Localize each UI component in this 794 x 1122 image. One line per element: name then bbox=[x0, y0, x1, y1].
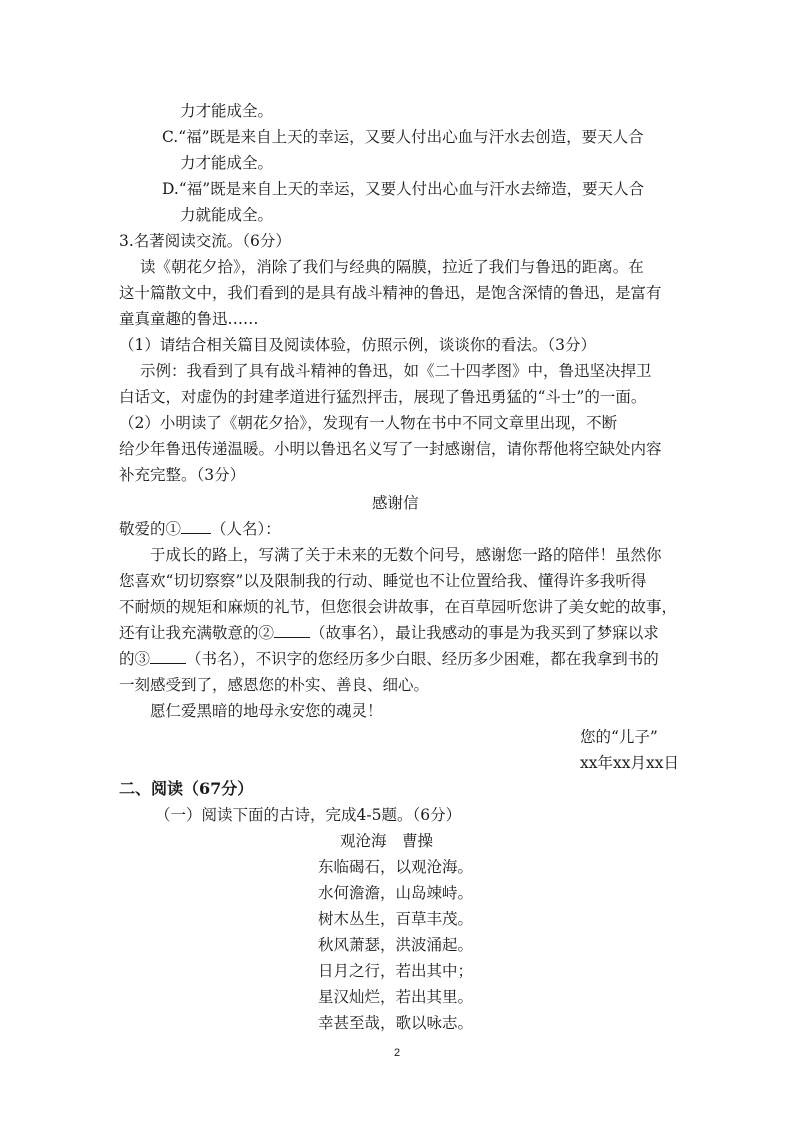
intro-paragraph-line-2: 这十篇散文中，我们看到的是具有战斗精神的鲁迅，是饱含深情的鲁迅，是富有 bbox=[119, 284, 662, 302]
answer-blank-1[interactable] bbox=[181, 517, 211, 534]
poem-title: 观沧海 曹操 bbox=[340, 832, 434, 850]
option-c-continuation: 力才能成全。 bbox=[180, 154, 274, 172]
letter-greeting bbox=[119, 516, 281, 542]
letter-line-4-text-a: 还有让我充满敬意的② bbox=[119, 624, 275, 642]
poem-line: 幸甚至哉，歌以咏志。 bbox=[318, 1014, 474, 1032]
greeting-text: 敬爱的① bbox=[119, 520, 182, 538]
letter-line-4 bbox=[119, 620, 659, 646]
option-c: C.“福”既是来自上天的幸运，又要人付出心血与汗水去创造，要天人合 bbox=[162, 128, 644, 146]
section-2-heading: 二、阅读（67分） bbox=[119, 779, 254, 798]
option-d: D.“福”既是来自上天的幸运，又要人付出心血与汗水去缔造，要天人合 bbox=[162, 180, 645, 198]
letter-line-3: 不耐烦的规矩和麻烦的礼节，但您很会讲故事，在百草园听您讲了美女蛇的故事， bbox=[119, 598, 678, 616]
intro-paragraph-line-3: 童真童趣的鲁迅…… bbox=[119, 310, 259, 328]
poem-line: 秋风萧瑟，洪波涌起。 bbox=[318, 936, 474, 954]
letter-line-2: 您喜欢“切切察察”以及限制我的行动、睡觉也不让位置给我、懂得许多我听得 bbox=[119, 572, 647, 590]
letter-line-6: 一刻感受到了，感恩您的朴实、善良、细心。 bbox=[119, 676, 430, 694]
question-3-heading: 3.名著阅读交流。（6分） bbox=[119, 232, 291, 250]
answer-blank-3[interactable] bbox=[150, 647, 186, 664]
example-line-1: 示例：我看到了具有战斗精神的鲁迅，如《二十四孝图》中，鲁迅坚决捍卫 bbox=[140, 362, 652, 380]
subquestion-2-line-2: 给少年鲁迅传递温暖。小明以鲁迅名义写了一封感谢信，请你帮他将空缺处内容 bbox=[119, 440, 662, 458]
page-number: 2 bbox=[393, 1047, 401, 1059]
letter-line-1: 于成长的路上，写满了关于未来的无数个问号，感谢您一路的陪伴！虽然你 bbox=[150, 546, 662, 564]
letter-line-5-text-a: 的③ bbox=[119, 650, 151, 668]
poem-line: 水何澹澹，山岛竦峙。 bbox=[318, 884, 474, 902]
poem-line: 星汉灿烂，若出其里。 bbox=[318, 988, 474, 1006]
letter-date: xx年xx月xx日 bbox=[580, 754, 679, 772]
subquestion-2-line-1: （2）小明读了《朝花夕拾》，发现有一人物在书中不同文章里出现，不断 bbox=[119, 414, 618, 432]
letter-signature: 您的“儿子” bbox=[580, 728, 658, 746]
option-b-continuation: 力才能成全。 bbox=[180, 102, 274, 120]
intro-paragraph-line-1: 读《朝花夕拾》，消除了我们与经典的隔膜，拉近了我们与鲁迅的距离。在 bbox=[140, 258, 644, 276]
poem-line: 东临碣石，以观沧海。 bbox=[318, 858, 474, 876]
option-d-continuation: 力就能成全。 bbox=[180, 206, 274, 224]
example-line-2: 白话文，对虚伪的封建孝道进行猛烈抨击，展现了鲁迅勇猛的“斗士”的一面。 bbox=[119, 388, 647, 406]
letter-line-7: 愿仁爱黑暗的地母永安您的魂灵！ bbox=[150, 702, 383, 720]
greeting-suffix: （人名）： bbox=[211, 520, 281, 538]
poem-line: 日月之行，若出其中； bbox=[318, 962, 474, 980]
answer-blank-2[interactable] bbox=[274, 621, 310, 638]
letter-line-5-text-b: （书名），不识字的您经历多少白眼、经历多少困难，都在我拿到书的 bbox=[186, 650, 659, 668]
letter-title: 感谢信 bbox=[372, 494, 419, 512]
subsection-1-heading: （一）阅读下面的古诗，完成4-5题。（6分） bbox=[155, 806, 462, 824]
subquestion-1: （1）请结合相关篇目及阅读体验，仿照示例，谈谈你的看法。（3分） bbox=[119, 336, 596, 354]
letter-line-4-text-b: （故事名），最让我感动的事是为我买到了梦寐以求 bbox=[310, 624, 659, 642]
subquestion-2-line-3: 补充完整。（3分） bbox=[119, 466, 246, 484]
poem-line: 树木丛生，百草丰茂。 bbox=[318, 910, 474, 928]
letter-line-5 bbox=[119, 646, 659, 672]
